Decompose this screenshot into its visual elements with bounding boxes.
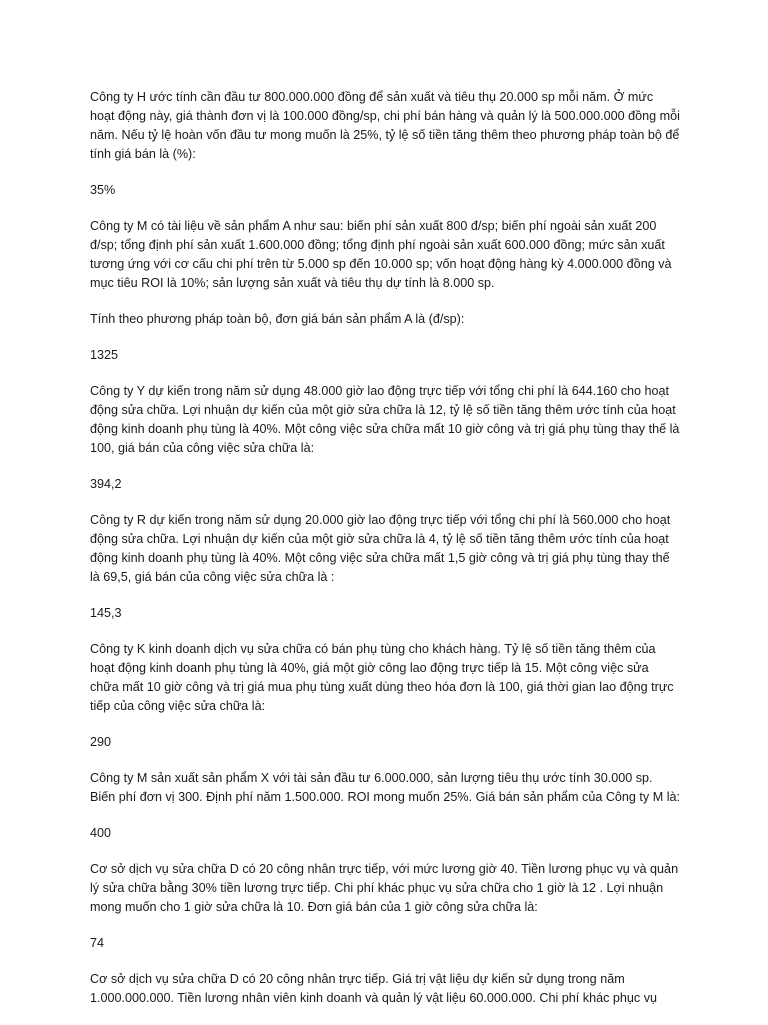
question-paragraph: Công ty Y dự kiến trong năm sử dụng 48.000 giờ lao động trực tiếp với tổng chi phí là 644.160 cho hoạt động sửa chữa. Lợi nhuận dự kiến của một giờ sửa chữa là 12, tỷ lệ số tiền tăng thêm ước tính của hoạt động kinh doanh phụ tùng là 40%. Một công việc sửa chữa mất 10 giờ công và trị giá phụ tùng thay thế là 100, giá bán của công việc sửa chữa là: [90,384,680,455]
answer-text: 74 [90,936,105,950]
answer-text: 400 [90,826,112,840]
question-paragraph: Công ty M sản xuất sản phẩm X với tài sản đầu tư 6.000.000, sản lượng tiêu thụ ước tính 30.000 sp. Biến phí đơn vị 300. Định phí năm 1.500.000. ROI mong muốn 25%. Giá bán sản phẩm của Công ty M là: [90,771,681,804]
answer-text: 290 [90,735,112,749]
document-page [90,88,680,1025]
question-paragraph: Công ty M có tài liệu về sản phẩm A như sau: biến phí sản xuất 800 đ/sp; biến phí ngoài sản xuất 200 đ/sp; tổng định phí sản xuất 1.600.000 đồng; tổng định phí ngoài sản xuất 600.000 đồng; mức sản xuất tương ứng với cơ cấu chi phí trên từ 5.000 sp đến 10.000 sp; vốn hoạt động hàng kỳ 4.000.000 đồng và mục tiêu ROI là 10%; sản lượng sản xuất và tiêu thụ dự tính là 8.000 sp. [90,219,672,290]
question-paragraph: Công ty R dự kiến trong năm sử dụng 20.000 giờ lao động trực tiếp với tổng chi phí là 560.000 cho hoạt động sửa chữa. Lợi nhuận dự kiến của một giờ sửa chữa là 4, tỷ lệ số tiền tăng thêm ước tính của hoạt động kinh doanh phụ tùng là 40%. Một công việc sửa chữa mất 1,5 giờ công và trị giá phụ tùng thay thế là 69,5, giá bán của công việc sửa chữa là : [90,513,671,584]
answer-text: 394,2 [90,477,122,491]
question-paragraph: Cơ sở dịch vụ sửa chữa D có 20 công nhân trực tiếp, với mức lương giờ 40. Tiền lương phục vụ và quản lý sửa chữa bằng 30% tiền lương trực tiếp. Chi phí khác phục vụ sửa chữa cho 1 giờ là 12 . Lợi nhuận mong muốn cho 1 giờ sửa chữa là 10. Đơn giá bán của 1 giờ công sửa chữa là: [90,862,679,914]
answer-text: 145,3 [90,606,122,620]
question-paragraph: Công ty H ước tính cần đầu tư 800.000.000 đồng để sản xuất và tiêu thụ 20.000 sp mỗi năm. Ở mức hoạt động này, giá thành đơn vị là 100.000 đồng/sp, chi phí bán hàng và quản lý là 500.000.000 đồng mỗi năm. Nếu tỷ lệ hoàn vốn đầu tư mong muốn là 25%, tỷ lệ số tiền tăng thêm theo phương pháp toàn bộ để tính giá bán là (%): [90,90,680,161]
answer-text: 1325 [90,348,119,362]
question-paragraph: Tính theo phương pháp toàn bộ, đơn giá bán sản phẩm A là (đ/sp): [90,312,465,326]
question-paragraph: Cơ sở dịch vụ sửa chữa D có 20 công nhân trực tiếp. Giá trị vật liệu dự kiến sử dụng trong năm 1.000.000.000. Tiền lương nhân viên kinh doanh và quản lý vật liệu 60.000.000. Chi phí khác phục vụ [90,972,658,1005]
answer-text: 35% [90,183,116,197]
question-paragraph: Công ty K kinh doanh dịch vụ sửa chữa có bán phụ tùng cho khách hàng. Tỷ lệ số tiền tăng thêm của hoạt động kinh doanh phụ tùng là 40%, giá một giờ công lao động trực tiếp là 15. Một công việc sửa chữa mất 10 giờ công và trị giá mua phụ tùng xuất dùng theo hóa đơn là 100, giá thời gian lao động trực tiếp của công việc sửa chữa là: [90,642,674,713]
